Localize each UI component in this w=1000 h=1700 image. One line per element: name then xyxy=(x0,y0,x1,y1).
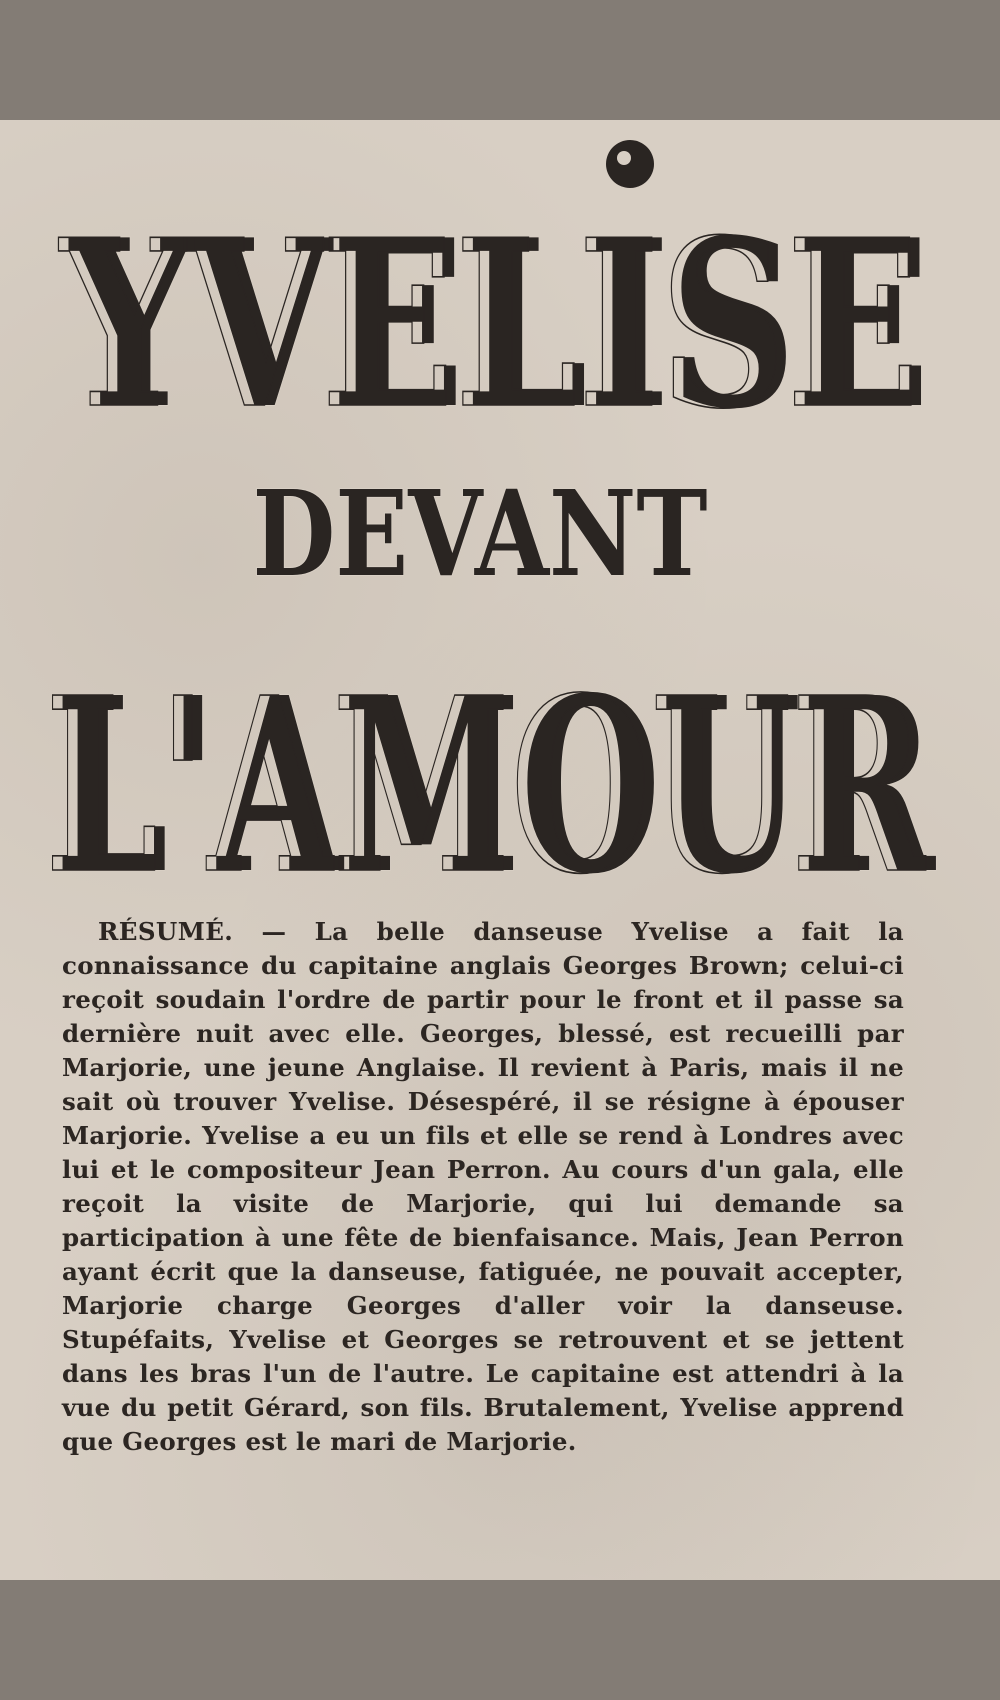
title-line-3-inline: L'AMOUR xyxy=(45,645,927,890)
newspaper-clipping xyxy=(0,120,1000,1580)
title-line-2: DEVANT xyxy=(252,464,708,603)
title-line-1: YVELISE xyxy=(67,190,931,460)
summary-text: — La belle danseuse Yvelise a fait la connaissance du capitaine anglais Georges Brown; celui-ci reçoit soudain l'ordre de partir pour le front et il passe sa dernière nuit avec elle. Georges, blessé, est recueilli par Marjorie, une jeune Anglaise. Il revient à Paris, mais il ne sait où trouver Yvelise. Désespéré, il se résigne à épouser Marjorie. Yvelise a eu un fils et elle se rend à Londres avec lui et le compositeur Jean Perron. Au cours d'un gala, elle reçoit la visite de Marjorie, qui lui demande sa participation à une fête de bienfaisance. Mais, Jean Perron ayant écrit que la danseuse, fatiguée, ne pouvait accepter, Marjorie charge Georges d'aller voir la danseuse. Stupéfaits, Yvelise et Georges se retrouvent et se jettent dans les bras l'un de l'autre. Le capitaine est attendri à la vue du petit Gérard, son fils. Brutalement, Yvelise apprend que Georges est le mari de Marjorie. xyxy=(62,917,904,1456)
title-dot-ornament xyxy=(606,140,654,188)
summary-paragraph xyxy=(62,915,904,1459)
title-line-1-inline: YVELISE xyxy=(57,190,921,460)
title-dot-highlight xyxy=(617,151,631,165)
article-headline xyxy=(0,120,1000,890)
bottom-frame-bar xyxy=(0,1580,1000,1700)
summary-label: RÉSUMÉ. xyxy=(98,917,234,946)
title-line-3: L'AMOUR xyxy=(55,645,937,890)
top-frame-bar xyxy=(0,0,1000,120)
